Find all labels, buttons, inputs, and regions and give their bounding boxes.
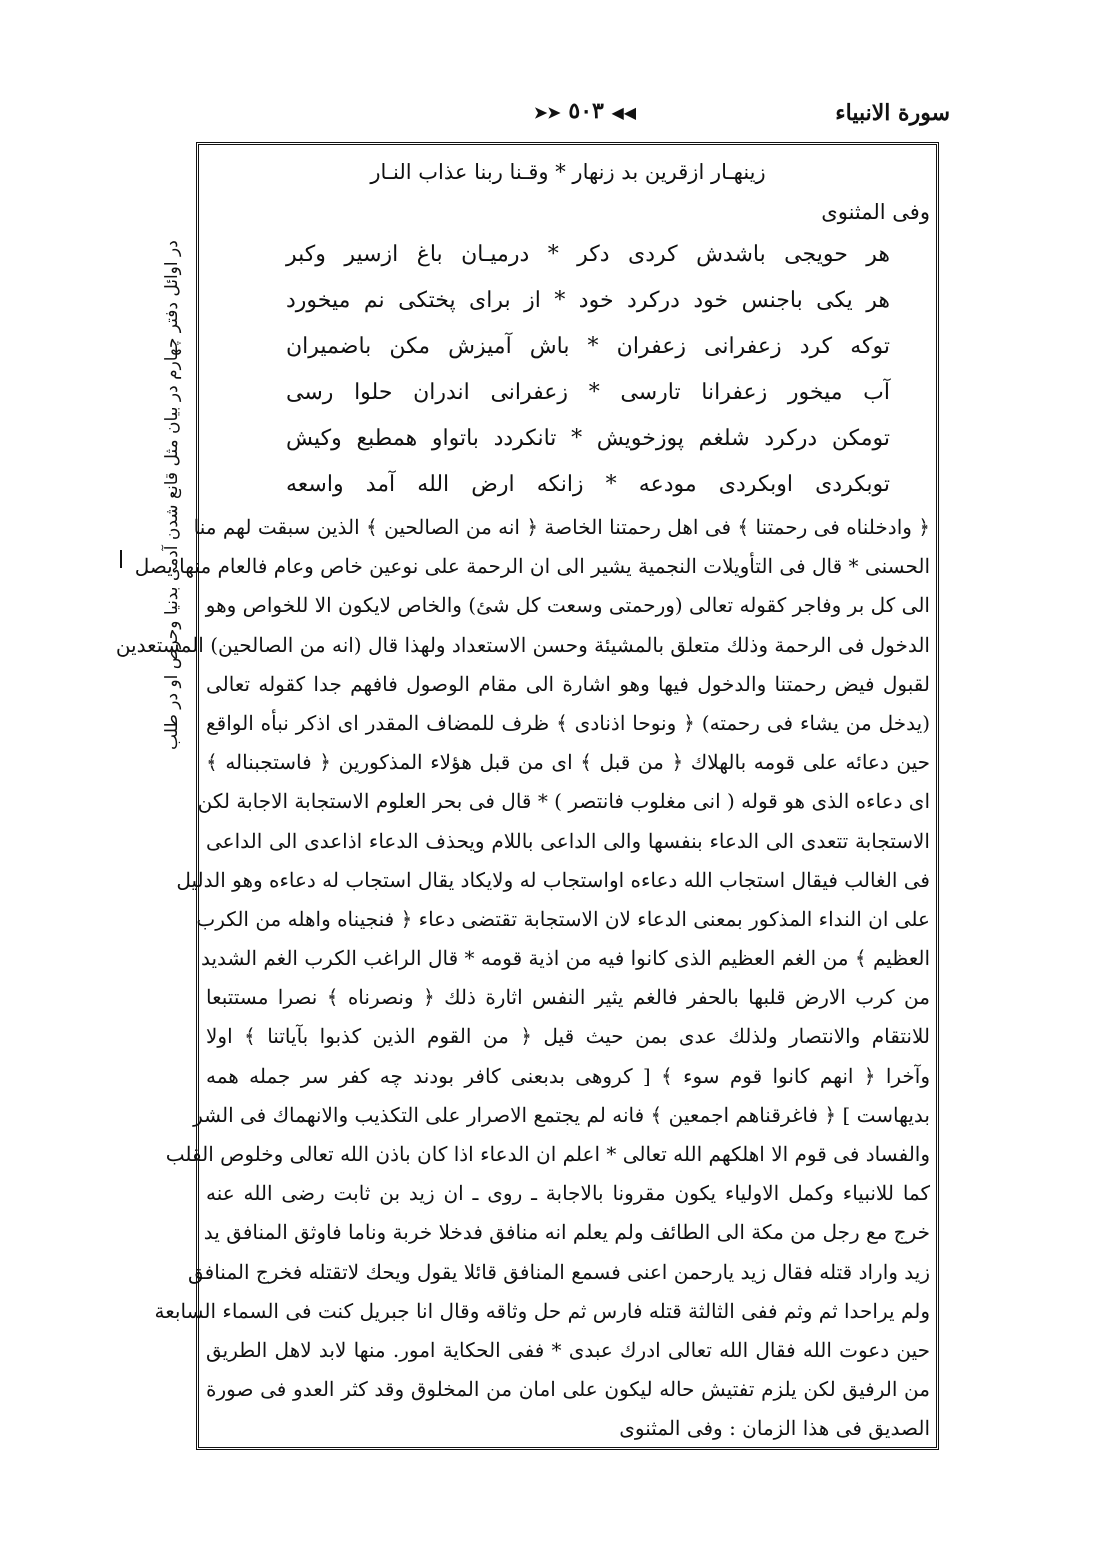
text-line: والفساد فى قوم الا اهلكهم الله تعالى * اعلم ان الدعاء اذا كان باذن الله تعالى وخلوص القلب bbox=[165, 1142, 930, 1166]
ornament-right-icon: ◀◀ bbox=[611, 103, 637, 122]
text-line: على ان النداء المذكور بمعنى الدعاء لان الاستجابة تقتضى دعاء ﴿ فنجيناه واهله من الكرب bbox=[196, 906, 930, 931]
text-line: كما للانبياء وكمل الاولياء يكون مقرونا بالاجابة ـ روى ـ ان زيد بن ثابت رضى الله عنه bbox=[206, 1181, 930, 1206]
text-line: حين دعوت الله فقال الله تعالى ادرك عبدى * ففى الحكاية امور. منها لابد لاهل الطريق bbox=[206, 1337, 930, 1362]
top-verse-line: زينهـار ازقرين بد زنهار * وقـنا ربنا عذاب النـار bbox=[370, 160, 766, 184]
text-line: (يدخل من يشاء فى رحمته) ﴿ ونوحا اذنادى ﴾ ظرف للمضاف المقدر اى اذكر نبأه الواقع bbox=[206, 710, 931, 735]
text-line: خرج مع رجل من مكة الى الطائف ولم يعلم انه منافق فدخلا خربة وناما فاوثق المنافق يد bbox=[203, 1220, 930, 1245]
poem-verse: توكه كرد زعفرانى زعفران * باش آميزش مكن باضميران bbox=[286, 334, 890, 359]
text-line: ﴿ وادخلناه فى رحمتنا ﴾ فى اهل رحمتنا الخاصة ﴿ انه من الصالحين ﴾ الذين سبقت لهم منا bbox=[193, 515, 930, 539]
text-line: الصديق فى هذا الزمان : وفى المثنوى bbox=[619, 1416, 930, 1441]
text-line: وآخرا ﴿ انهم كانوا قوم سوء ﴾ [ كروهى بدبعنى كافر بودند چه كفر سر جمله همه bbox=[206, 1063, 930, 1088]
text-line: اى دعاءه الذى هو قوله ( انى مغلوب فانتصر ) * قال فى بحر العلوم الاستجابة الاجابة لكن bbox=[197, 789, 930, 814]
text-line: الى كل بر وفاجر كقوله تعالى (ورحمتى وسعت كل شئ) والخاص لايكون الا للخواص وهو bbox=[205, 593, 930, 618]
text-line: ولم يراحدا ثم وثم ففى الثالثة قتله فارس ثم حل وثاقه وقال انا جبريل كنت فى السماء السابعة bbox=[154, 1298, 930, 1323]
page-header bbox=[190, 96, 950, 140]
page-number-value: ٥٠٣ bbox=[568, 98, 604, 124]
text-line: للانتقام والانتصار ولذلك عدى بمن حيث قيل ﴿ من القوم الذين كذبوا بآياتنا ﴾ اولا bbox=[206, 1024, 930, 1049]
text-line: العظيم ﴾ من الغم العظيم الذى كانوا فيه من اذية قومه * قال الراغب الكرب الغم الشديد bbox=[200, 946, 930, 971]
poem-verse: آب ميخور زعفرانا تارسى * زعفرانى اندران حلوا رسى bbox=[286, 380, 890, 405]
text-line: الحسنى * قال فى التأويلات النجمية يشير الى ان الرحمة على نوعين خاص وعام فالعام منها يصل bbox=[134, 554, 930, 579]
masnavi-label: وفى المثنوى bbox=[821, 200, 930, 224]
text-line: الاستجابة تتعدى الى الدعاء بنفسها والى الداعى باللام ويحذف الدعاء اذاعدى الى الداعى bbox=[206, 828, 930, 853]
margin-mark bbox=[120, 550, 122, 568]
text-line: زيد واراد قتله فقال زيد يارحمن اعنى فسمع المنافق قائلا يقول ويحك لاتقتله فخرج المنافق bbox=[187, 1259, 930, 1284]
text-line: من الرفيق لكن يلزم تفتيش حاله ليكون على امان من المخلوق وقد كثر العدو فى صورة bbox=[206, 1377, 930, 1402]
text-line: لقبول فيض رحمتنا والدخول فيها وهو اشارة الى مقام الوصول فافهم جدا كقوله تعالى bbox=[206, 671, 930, 696]
text-line: بديهاست ] ﴿ فاغرقناهم اجمعين ﴾ فانه لم يجتمع الاصرار على التكذيب والانهماك فى الشر bbox=[193, 1102, 930, 1127]
text-line: من كرب الارض قلبها بالحفر فالغم يثير النفس اثارة ذلك ﴿ ونصرناه ﴾ نصرا مستتبعا bbox=[206, 985, 930, 1010]
margin-note: در اوائل دفتر چهارم در بيان مثل قانع شدن آدمى بدنيا وحرص او در طلب bbox=[162, 240, 182, 750]
poem-verse: تومكن دركرد شلغم پوزخويش * تانكردد باتواو همطبع وكيش bbox=[286, 426, 890, 451]
poem-verse: هر حويجى باشدش كردى دكر * درميـان باغ ازسير وكبر bbox=[286, 242, 890, 267]
text-line: حين دعائه على قومه بالهلاك ﴿ من قبل ﴾ اى من قبل هؤلاء المذكورين ﴿ فاستجبناله ﴾ bbox=[206, 750, 930, 775]
surah-title: سورة الانبياء bbox=[835, 100, 950, 126]
poem-verse: هر يكى باجنس خود دركرد خود * از براى پختكى نم ميخورد bbox=[286, 288, 890, 313]
page-number bbox=[510, 98, 660, 124]
poem-block bbox=[286, 232, 890, 508]
text-line: فى الغالب فيقال استجاب الله دعاءه اواستجاب له ولايكاد يقال استجاب له دعاءه وهو الدليل bbox=[176, 867, 930, 892]
text-line: الدخول فى الرحمة وذلك متعلق بالمشيئة وحسن الاستعداد ولهذا قال (انه من الصالحين) المستعدين bbox=[115, 632, 930, 657]
commentary-text bbox=[115, 508, 931, 1449]
poem-verse: توبكردى اوبكردى مودعه * زانكه ارض الله آمد واسعه bbox=[286, 472, 890, 497]
ornament-left-icon: ➤➤ bbox=[533, 103, 561, 122]
